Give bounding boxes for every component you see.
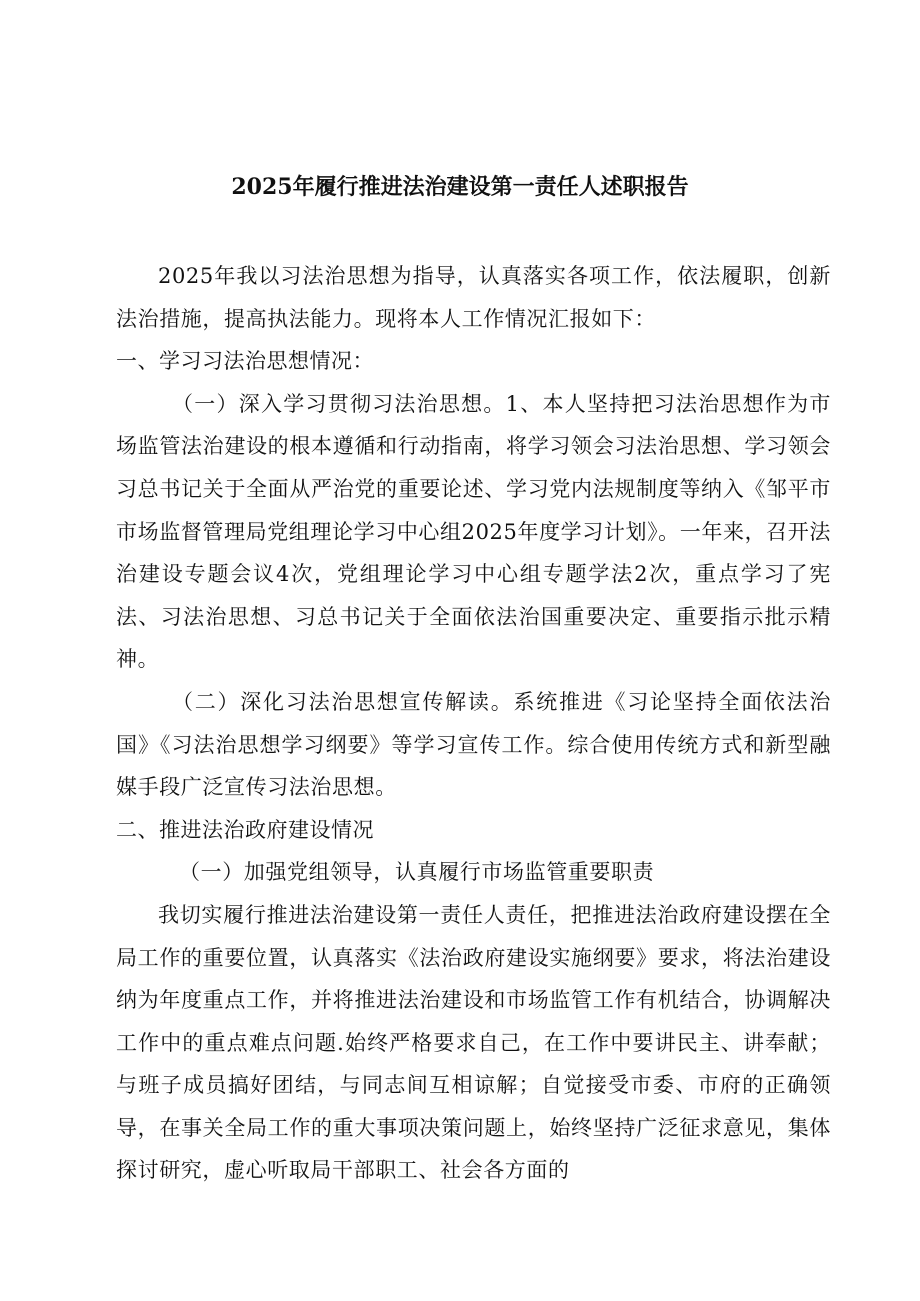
document-body [116, 255, 831, 1192]
subsection-paragraph-2: （二）深化习法治思想宣传解读。系统推进《习论坚持全面依法治国》《习法治思想学习纲要》等学习宣传工作。综合使用传统方式和新型融媒手段广泛宣传习法治思想。 [116, 689, 831, 800]
section-heading-2: 二、推进法治政府建设情况 [116, 817, 374, 842]
body-paragraph: 我切实履行推进法治建设第一责任人责任，把推进法治政府建设摆在全局工作的重要位置，认真落实《法治政府建设实施纲要》要求，将法治建设纳为年度重点工作，并将推进法治建设和市场监管工作有机结合，协调解决工作中的重点难点问题.始终严格要求自己，在工作中要讲民主、讲奉献；与班子成员搞好团结，与同志间互相谅解；自觉接受市委、市府的正确领导，在事关全局工作的重大事项决策问题上，始终坚持广泛征求意见，集体探讨研究，虚心听取局干部职工、社会各方面的 [116, 902, 831, 1183]
intro-paragraph: 2025年我以习法治思想为指导，认真落实各项工作，依法履职，创新法治措施，提高执法能力。现将本人工作情况汇报如下： [116, 264, 831, 331]
subsection-heading-2-1: （一）加强党组领导，认真履行市场监管重要职责 [179, 860, 655, 885]
section-heading-1: 一、学习习法治思想情况： [116, 349, 374, 374]
subsection-paragraph-1: （一）深入学习贯彻习法治思想。1、本人坚持把习法治思想作为市场监管法治建设的根本遵循和行动指南，将学习领会习法治思想、学习领会习总书记关于全面从严治党的重要论述、学习党内法规制度等纳入《邹平市市场监督管理局党组理论学习中心组2025年度学习计划》。一年来，召开法治建设专题会议4次，党组理论学习中心组专题学法2次，重点学习了宪法、习法治思想、习总书记关于全面依法治国重要决定、重要指示批示精神。 [116, 391, 831, 672]
document-title: 2025年履行推进法治建设第一责任人述职报告 [231, 174, 689, 200]
